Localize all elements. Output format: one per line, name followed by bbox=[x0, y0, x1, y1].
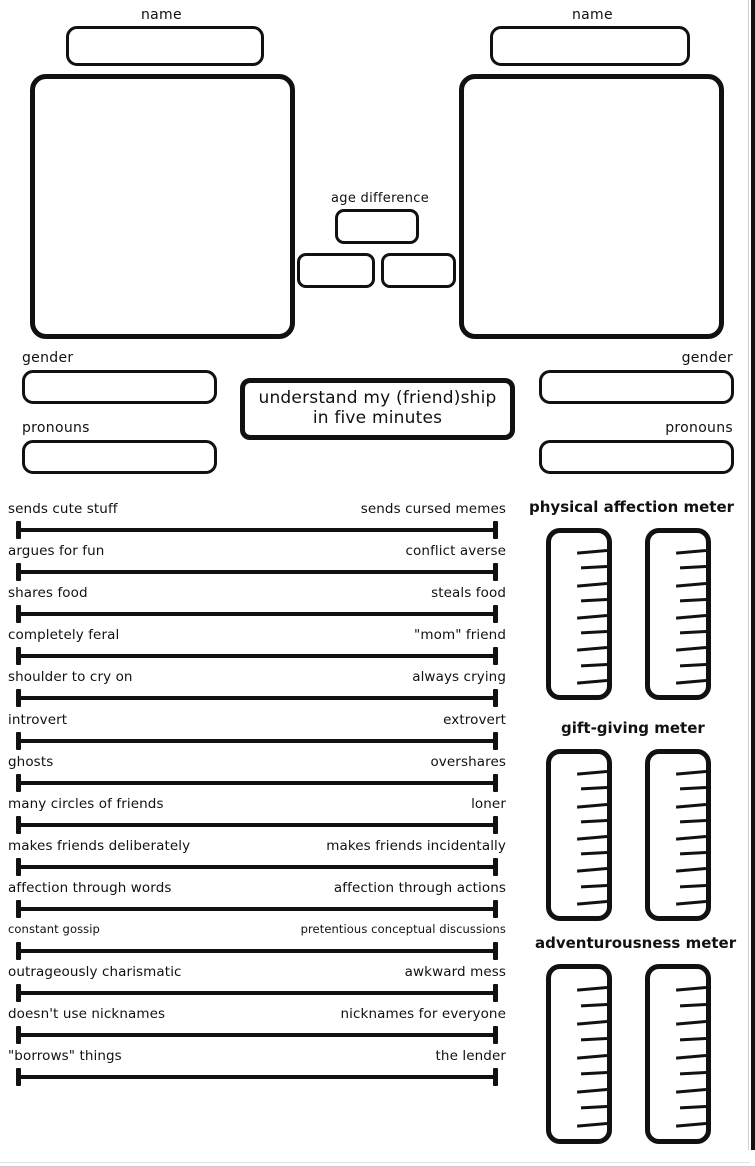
spectrum-track[interactable] bbox=[18, 570, 496, 574]
meter-tick bbox=[577, 1020, 607, 1026]
spectrum-label-right: pretentious conceptual discussions bbox=[300, 922, 506, 936]
meter-tick bbox=[577, 803, 607, 809]
spectrum-label-left: many circles of friends bbox=[8, 795, 164, 812]
spectrum-row[interactable] bbox=[8, 587, 506, 629]
meter-tick bbox=[676, 679, 706, 685]
spectrum-row[interactable] bbox=[8, 1008, 506, 1050]
spectrum-label-right: loner bbox=[471, 795, 506, 812]
meter-tick bbox=[680, 565, 706, 569]
left-portrait-field[interactable] bbox=[30, 74, 295, 339]
spectrum-endcap-right bbox=[493, 984, 498, 1002]
page-edge-right bbox=[751, 0, 755, 1150]
spectrum-endcap-left bbox=[16, 605, 21, 623]
right-portrait-field[interactable] bbox=[459, 74, 724, 339]
meter-tick bbox=[676, 803, 706, 809]
spectrum-endcap-left bbox=[16, 942, 21, 960]
spectrum-row[interactable] bbox=[8, 711, 506, 756]
spectrum-endcap-right bbox=[493, 774, 498, 792]
spectrum-label-left: ghosts bbox=[8, 753, 54, 770]
spectrum-label-left: "borrows" things bbox=[8, 1048, 122, 1065]
spectrum-label-left: outrageously charismatic bbox=[8, 964, 182, 981]
meter-tick bbox=[680, 630, 706, 634]
meter-tick bbox=[577, 549, 607, 555]
spectrum-labels bbox=[8, 837, 506, 854]
meter-tick bbox=[581, 1105, 607, 1109]
right-name-label: name bbox=[572, 7, 613, 23]
meter-title: physical affection meter bbox=[529, 498, 735, 516]
spectrum-endcap-right bbox=[493, 900, 498, 918]
spectrum-row[interactable] bbox=[8, 837, 506, 882]
spectrum-track[interactable] bbox=[18, 1075, 496, 1079]
meter-tick bbox=[676, 1122, 706, 1128]
left-pronouns-field[interactable] bbox=[22, 440, 217, 474]
spectrum-endcap-right bbox=[493, 689, 498, 707]
meter-tick bbox=[581, 565, 607, 569]
age-difference-label: age difference bbox=[331, 191, 430, 206]
left-pronouns-label: pronouns bbox=[22, 420, 90, 436]
meter-tick bbox=[680, 851, 706, 855]
meter-tick bbox=[676, 646, 706, 652]
spectrum-label-right: nicknames for everyone bbox=[340, 1006, 506, 1023]
spectrum-endcap-right bbox=[493, 521, 498, 539]
spectrum-endcap-right bbox=[493, 647, 498, 665]
age-difference-left-box[interactable] bbox=[297, 253, 375, 288]
spectrum-label-right: overshares bbox=[430, 753, 506, 770]
meter-tick bbox=[676, 614, 706, 620]
spectrum-label-left: argues for fun bbox=[8, 543, 105, 560]
spectrum-endcap-left bbox=[16, 647, 21, 665]
meter-tick bbox=[577, 835, 607, 841]
page-edge-right-thin bbox=[748, 0, 749, 1150]
meter-title: gift-giving meter bbox=[561, 719, 705, 737]
right-pronouns-label: pronouns bbox=[665, 420, 733, 436]
meter-tick bbox=[581, 786, 607, 790]
spectrum-track[interactable] bbox=[18, 1033, 496, 1037]
spectrum-endcap-right bbox=[493, 816, 498, 834]
left-name-label: name bbox=[141, 7, 182, 23]
meter-tick bbox=[581, 1037, 607, 1041]
meter-tick bbox=[680, 1037, 706, 1041]
meter-tick bbox=[676, 582, 706, 588]
meter-tick bbox=[581, 884, 607, 888]
meter-tick bbox=[577, 1088, 607, 1094]
spectrum-row[interactable] bbox=[8, 671, 506, 713]
spectrum-label-left: shoulder to cry on bbox=[8, 669, 133, 686]
spectrum-track[interactable] bbox=[18, 612, 496, 616]
meter-tick bbox=[581, 1003, 607, 1007]
spectrum-labels bbox=[8, 1050, 506, 1064]
spectrum-label-right: extrovert bbox=[443, 711, 506, 728]
spectrum-track[interactable] bbox=[18, 696, 496, 700]
spectrum-labels bbox=[8, 795, 506, 812]
spectrum-label-left: doesn't use nicknames bbox=[8, 1006, 166, 1023]
spectrum-row[interactable] bbox=[8, 753, 506, 798]
spectrum-label-right: steals food bbox=[431, 585, 506, 602]
spectrum-label-right: the lender bbox=[435, 1048, 506, 1065]
meter-tick bbox=[676, 986, 706, 992]
meter-tick bbox=[581, 663, 607, 667]
spectrum-label-right: sends cursed memes bbox=[360, 501, 506, 517]
title-line-1: understand my (friend)ship bbox=[258, 388, 497, 409]
spectrum-endcap-right bbox=[493, 942, 498, 960]
meter-tick bbox=[581, 819, 607, 823]
spectrum-row[interactable] bbox=[8, 924, 506, 966]
left-gender-label: gender bbox=[22, 350, 74, 366]
meter-tick bbox=[577, 900, 607, 906]
meter-tick bbox=[581, 851, 607, 855]
spectrum-label-right: makes friends incidentally bbox=[326, 837, 506, 854]
spectrum-label-left: makes friends deliberately bbox=[8, 837, 191, 854]
spectrum-label-right: affection through actions bbox=[333, 879, 506, 896]
meter-tube-left[interactable] bbox=[546, 749, 612, 921]
spectrum-endcap-right bbox=[493, 1068, 498, 1086]
spectrum-track[interactable] bbox=[18, 865, 496, 869]
spectrum-label-left: completely feral bbox=[8, 627, 120, 644]
meter-tick bbox=[577, 614, 607, 620]
spectrum-endcap-left bbox=[16, 1026, 21, 1044]
spectrum-row[interactable] bbox=[8, 1050, 506, 1092]
age-difference-field[interactable] bbox=[335, 209, 419, 244]
spectrum-row[interactable] bbox=[8, 503, 506, 545]
meter-tick bbox=[577, 1054, 607, 1060]
spectrum-label-left: affection through words bbox=[8, 879, 172, 896]
age-difference-right-box[interactable] bbox=[381, 253, 456, 288]
spectrum-labels bbox=[8, 711, 506, 728]
spectrum-endcap-left bbox=[16, 563, 21, 581]
right-name-field[interactable] bbox=[490, 26, 690, 66]
meter-tick bbox=[680, 1003, 706, 1007]
spectrum-row[interactable] bbox=[8, 966, 506, 1008]
right-gender-label: gender bbox=[681, 350, 733, 366]
spectrum-endcap-left bbox=[16, 774, 21, 792]
spectrum-label-right: awkward mess bbox=[404, 964, 506, 981]
meter-tick bbox=[680, 1071, 706, 1075]
spectrum-endcap-left bbox=[16, 732, 21, 750]
meter-tick bbox=[577, 1122, 607, 1128]
spectrum-track[interactable] bbox=[18, 528, 496, 532]
spectrum-labels bbox=[8, 966, 506, 980]
spectrum-track[interactable] bbox=[18, 781, 496, 785]
title-line-2: in five minutes bbox=[312, 408, 443, 428]
spectrum-label-left: introvert bbox=[8, 711, 68, 728]
meter-tick bbox=[680, 598, 706, 602]
spectrum-endcap-right bbox=[493, 563, 498, 581]
meter-tick bbox=[577, 582, 607, 588]
meter-tick bbox=[676, 1020, 706, 1026]
meter-tick bbox=[577, 646, 607, 652]
spectrum-row[interactable] bbox=[8, 629, 506, 671]
meter-tick bbox=[676, 1088, 706, 1094]
left-gender-field[interactable] bbox=[22, 370, 217, 404]
spectrum-labels bbox=[8, 629, 506, 643]
meter-tick bbox=[581, 630, 607, 634]
spectrum-endcap-right bbox=[493, 732, 498, 750]
meter-tick bbox=[676, 867, 706, 873]
page-edge-bottom-thin bbox=[0, 1162, 750, 1163]
meter-tick bbox=[680, 884, 706, 888]
spectrum-endcap-left bbox=[16, 984, 21, 1002]
meter-tick bbox=[676, 1054, 706, 1060]
meter-tick bbox=[577, 986, 607, 992]
spectrum-track[interactable] bbox=[18, 949, 496, 953]
spectrum-label-right: always crying bbox=[412, 669, 506, 686]
spectrum-row[interactable] bbox=[8, 545, 506, 587]
spectrum-labels bbox=[8, 671, 506, 685]
spectrum-label-left: constant gossip bbox=[8, 922, 100, 936]
spectrum-row[interactable] bbox=[8, 795, 506, 840]
spectrum-endcap-left bbox=[16, 1068, 21, 1086]
meter-tick bbox=[680, 663, 706, 667]
meter-tick bbox=[577, 770, 607, 776]
spectrum-label-right: "mom" friend bbox=[414, 627, 506, 644]
spectrum-endcap-left bbox=[16, 900, 21, 918]
spectrum-endcap-right bbox=[493, 1026, 498, 1044]
meter-tube-left[interactable] bbox=[546, 528, 612, 700]
worksheet-title bbox=[240, 378, 515, 440]
spectrum-label-right: conflict averse bbox=[405, 543, 506, 560]
spectrum-endcap-left bbox=[16, 858, 21, 876]
spectrum-labels bbox=[8, 587, 506, 601]
spectrum-endcap-left bbox=[16, 689, 21, 707]
meter-tick bbox=[577, 679, 607, 685]
spectrum-labels bbox=[8, 545, 506, 559]
spectrum-labels bbox=[8, 879, 506, 896]
spectrum-endcap-right bbox=[493, 605, 498, 623]
meter-tube-right[interactable] bbox=[645, 964, 711, 1144]
meter-tick bbox=[680, 819, 706, 823]
meter-tube-right[interactable] bbox=[645, 528, 711, 700]
spectrum-track[interactable] bbox=[18, 907, 496, 911]
spectrum-labels bbox=[8, 924, 506, 936]
spectrum-track[interactable] bbox=[18, 739, 496, 743]
right-gender-field[interactable] bbox=[539, 370, 734, 404]
right-pronouns-field[interactable] bbox=[539, 440, 734, 474]
meter-tick bbox=[676, 770, 706, 776]
spectrum-label-left: sends cute stuff bbox=[8, 501, 118, 517]
spectrum-row[interactable] bbox=[8, 879, 506, 924]
spectrum-labels bbox=[8, 753, 506, 770]
spectrum-endcap-left bbox=[16, 521, 21, 539]
meter-tick bbox=[680, 786, 706, 790]
meter-tick bbox=[676, 900, 706, 906]
spectrum-endcap-left bbox=[16, 816, 21, 834]
meter-tick bbox=[581, 1071, 607, 1075]
spectrum-track[interactable] bbox=[18, 823, 496, 827]
meter-tick bbox=[676, 835, 706, 841]
meter-tick bbox=[676, 549, 706, 555]
meter-tick bbox=[581, 598, 607, 602]
spectrum-labels bbox=[8, 1008, 506, 1022]
meter-tube-left[interactable] bbox=[546, 964, 612, 1144]
spectrum-labels bbox=[8, 503, 506, 517]
meter-tick bbox=[680, 1105, 706, 1109]
spectrum-track[interactable] bbox=[18, 654, 496, 658]
meter-tube-right[interactable] bbox=[645, 749, 711, 921]
spectrum-endcap-right bbox=[493, 858, 498, 876]
left-name-field[interactable] bbox=[66, 26, 264, 66]
meter-tick bbox=[577, 867, 607, 873]
spectrum-track[interactable] bbox=[18, 991, 496, 995]
spectrum-label-left: shares food bbox=[8, 585, 88, 602]
meter-title: adventurousness meter bbox=[535, 934, 737, 952]
